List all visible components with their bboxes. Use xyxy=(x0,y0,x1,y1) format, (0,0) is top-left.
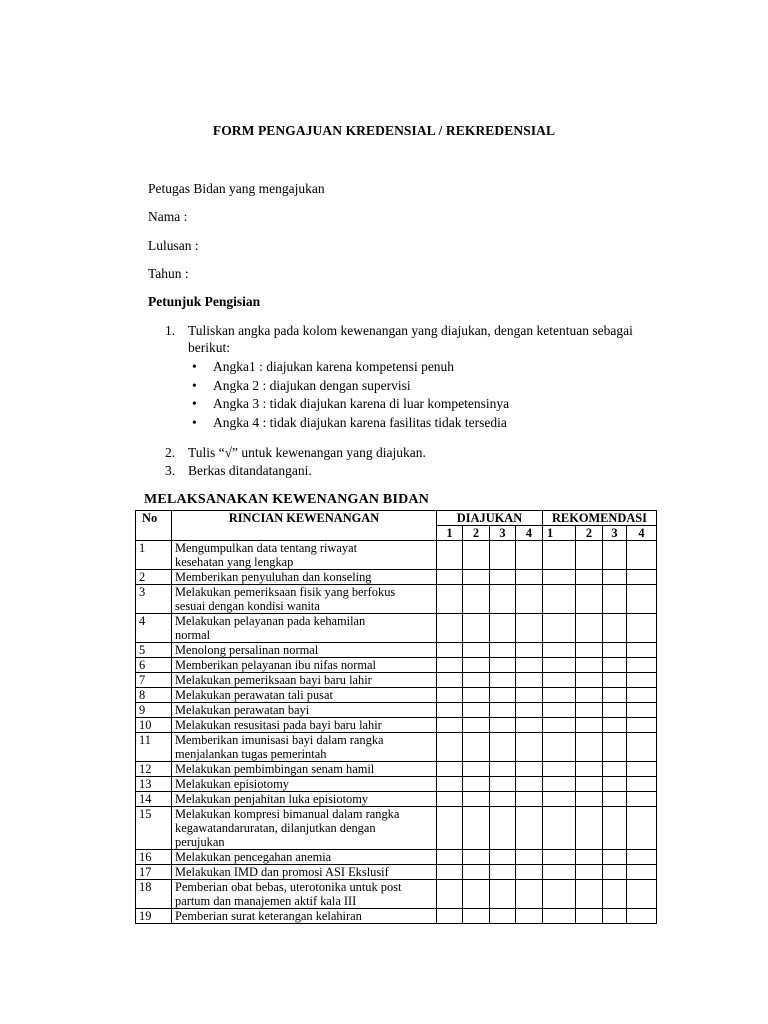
diajukan-cell[interactable] xyxy=(463,762,490,777)
diajukan-cell[interactable] xyxy=(463,673,490,688)
diajukan-cell[interactable] xyxy=(516,865,543,880)
rekomendasi-cell[interactable] xyxy=(543,733,576,762)
bullet-text: Angka 3 : tidak diajukan karena di luar kompetensinya xyxy=(213,396,510,411)
rekomendasi-cell[interactable] xyxy=(543,909,576,924)
rekomendasi-cell[interactable] xyxy=(627,865,657,880)
rincian-line: Mengumpulkan data tentang riwayat xyxy=(175,541,358,555)
rekomendasi-cell[interactable] xyxy=(576,850,603,865)
diajukan-cell[interactable] xyxy=(437,733,463,762)
rincian-line: Melakukan perawatan bayi xyxy=(175,703,310,717)
diajukan-cell[interactable] xyxy=(490,703,516,718)
rincian-line: Melakukan pemeriksaan bayi baru lahir xyxy=(175,673,372,687)
rincian-line: Memberikan pelayanan ibu nifas normal xyxy=(175,658,376,672)
rincian-line: sesuai dengan kondisi wanita xyxy=(175,599,320,613)
lulusan-field-label: Lulusan : xyxy=(148,238,199,253)
diajukan-cell[interactable] xyxy=(463,792,490,807)
diajukan-cell[interactable] xyxy=(463,585,490,614)
rekomendasi-col-3: 3 xyxy=(603,526,627,541)
diajukan-cell[interactable] xyxy=(437,909,463,924)
row-rincian xyxy=(172,880,437,909)
rekomendasi-cell[interactable] xyxy=(543,703,576,718)
diajukan-cell[interactable] xyxy=(490,762,516,777)
bullet-text: Angka 4 : tidak diajukan karena fasilitas tidak tersedia xyxy=(213,414,507,430)
row-number: 7 xyxy=(136,673,172,688)
tahun-field-label: Tahun : xyxy=(148,266,189,281)
rekomendasi-cell[interactable] xyxy=(543,880,576,909)
diajukan-cell[interactable] xyxy=(490,777,516,792)
petunjuk-heading: Petunjuk Pengisian xyxy=(148,294,261,309)
row-number: 2 xyxy=(136,570,172,585)
diajukan-cell[interactable] xyxy=(490,541,516,570)
row-rincian xyxy=(172,909,437,924)
rekomendasi-cell[interactable] xyxy=(603,643,627,658)
rekomendasi-cell[interactable] xyxy=(603,792,627,807)
rekomendasi-cell[interactable] xyxy=(576,718,603,733)
row-rincian xyxy=(172,718,437,733)
diajukan-cell[interactable] xyxy=(490,909,516,924)
diajukan-cell[interactable] xyxy=(490,807,516,850)
rincian-line: perujukan xyxy=(175,835,225,849)
diajukan-cell[interactable] xyxy=(516,733,543,762)
rekomendasi-cell[interactable] xyxy=(627,762,657,777)
bullet-item xyxy=(188,358,668,377)
rekomendasi-cell[interactable] xyxy=(603,762,627,777)
rekomendasi-cell[interactable] xyxy=(543,777,576,792)
diajukan-cell[interactable] xyxy=(463,658,490,673)
bullet-text: Angka1 : diajukan karena kompetensi penuh xyxy=(213,359,455,374)
rekomendasi-cell[interactable] xyxy=(603,807,627,850)
rekomendasi-cell[interactable] xyxy=(627,792,657,807)
header-no: No xyxy=(136,511,172,541)
instruction-item xyxy=(148,462,668,479)
row-number: 14 xyxy=(136,792,172,807)
rekomendasi-cell[interactable] xyxy=(627,614,657,643)
row-number: 3 xyxy=(136,585,172,614)
diajukan-cell[interactable] xyxy=(437,688,463,703)
diajukan-cell[interactable] xyxy=(490,880,516,909)
header-diajukan: DIAJUKAN xyxy=(437,511,543,526)
row-rincian xyxy=(172,807,437,850)
rincian-line: kegawatandaruratan, dilanjutkan dengan xyxy=(175,821,376,835)
rekomendasi-cell[interactable] xyxy=(627,909,657,924)
diajukan-cell[interactable] xyxy=(516,762,543,777)
rincian-line: Memberikan penyuluhan dan konseling xyxy=(175,570,372,584)
table-row xyxy=(136,865,657,880)
instruction-list xyxy=(148,322,668,479)
diajukan-cell[interactable] xyxy=(437,762,463,777)
diajukan-cell[interactable] xyxy=(437,792,463,807)
row-number: 5 xyxy=(136,643,172,658)
table-row xyxy=(136,658,657,673)
rekomendasi-cell[interactable] xyxy=(603,733,627,762)
header-rekomendasi: REKOMENDASI xyxy=(543,511,657,526)
page-title: FORM PENGAJUAN KREDENSIAL / REKREDENSIAL xyxy=(212,123,556,138)
diajukan-cell[interactable] xyxy=(437,777,463,792)
table-row xyxy=(136,762,657,777)
table-row xyxy=(136,541,657,570)
rekomendasi-cell[interactable] xyxy=(603,880,627,909)
rincian-line: Melakukan episiotomy xyxy=(175,777,289,791)
rincian-line: Melakukan pelayanan pada kehamilan xyxy=(175,614,366,628)
row-number: 19 xyxy=(136,909,172,924)
rekomendasi-cell[interactable] xyxy=(627,658,657,673)
rekomendasi-cell[interactable] xyxy=(543,718,576,733)
diajukan-cell[interactable] xyxy=(490,718,516,733)
rincian-line: Melakukan resusitasi pada bayi baru lahir xyxy=(175,718,382,732)
diajukan-cell[interactable] xyxy=(463,541,490,570)
rekomendasi-cell[interactable] xyxy=(627,688,657,703)
diajukan-col-1: 1 xyxy=(437,526,463,541)
rekomendasi-cell[interactable] xyxy=(543,865,576,880)
rekomendasi-cell[interactable] xyxy=(543,643,576,658)
kewenangan-table xyxy=(135,510,657,924)
rincian-line: partum dan manajemen aktif kala III xyxy=(175,894,357,908)
bullet-dot: • xyxy=(192,414,197,430)
rekomendasi-cell[interactable] xyxy=(603,541,627,570)
instruction-text: Tulis “√” untuk kewenangan yang diajukan. xyxy=(188,445,426,460)
rekomendasi-cell[interactable] xyxy=(603,570,627,585)
row-rincian xyxy=(172,850,437,865)
row-rincian xyxy=(172,541,437,570)
diajukan-col-3: 3 xyxy=(490,526,516,541)
table-row xyxy=(136,777,657,792)
rekomendasi-cell[interactable] xyxy=(576,643,603,658)
diajukan-cell[interactable] xyxy=(437,850,463,865)
row-rincian xyxy=(172,570,437,585)
rekomendasi-cell[interactable] xyxy=(627,733,657,762)
section-heading: MELAKSANAKAN KEWENANGAN BIDAN xyxy=(144,492,430,507)
table-row xyxy=(136,614,657,643)
bullet-dot: • xyxy=(192,377,197,393)
row-rincian xyxy=(172,643,437,658)
table-row xyxy=(136,733,657,762)
row-rincian xyxy=(172,777,437,792)
diajukan-cell[interactable] xyxy=(490,570,516,585)
instruction-number: 2. xyxy=(165,445,176,460)
rekomendasi-cell[interactable] xyxy=(627,880,657,909)
diajukan-cell[interactable] xyxy=(437,643,463,658)
rekomendasi-cell[interactable] xyxy=(603,718,627,733)
rekomendasi-cell[interactable] xyxy=(576,688,603,703)
rekomendasi-cell[interactable] xyxy=(543,762,576,777)
instruction-item xyxy=(148,322,668,432)
rekomendasi-cell[interactable] xyxy=(576,865,603,880)
rekomendasi-cell[interactable] xyxy=(543,688,576,703)
rekomendasi-cell[interactable] xyxy=(627,777,657,792)
diajukan-cell[interactable] xyxy=(463,718,490,733)
diajukan-cell[interactable] xyxy=(516,585,543,614)
diajukan-col-4: 4 xyxy=(516,526,543,541)
diajukan-cell[interactable] xyxy=(516,718,543,733)
row-rincian xyxy=(172,865,437,880)
diajukan-cell[interactable] xyxy=(490,733,516,762)
diajukan-cell[interactable] xyxy=(516,777,543,792)
rincian-line: Melakukan pembimbingan senam hamil xyxy=(175,762,375,776)
table-header-row xyxy=(136,511,657,526)
row-number: 17 xyxy=(136,865,172,880)
diajukan-cell[interactable] xyxy=(490,850,516,865)
rekomendasi-cell[interactable] xyxy=(603,850,627,865)
rekomendasi-cell[interactable] xyxy=(576,762,603,777)
row-number: 15 xyxy=(136,807,172,850)
instruction-item xyxy=(148,444,668,461)
bullet-dot: • xyxy=(192,359,197,374)
row-number: 13 xyxy=(136,777,172,792)
instruction-number: 3. xyxy=(165,463,176,478)
rekomendasi-cell[interactable] xyxy=(627,807,657,850)
diajukan-cell[interactable] xyxy=(516,614,543,643)
diajukan-cell[interactable] xyxy=(490,643,516,658)
row-rincian xyxy=(172,585,437,614)
rekomendasi-cell[interactable] xyxy=(603,703,627,718)
diajukan-cell[interactable] xyxy=(516,673,543,688)
rekomendasi-cell[interactable] xyxy=(627,673,657,688)
row-number: 16 xyxy=(136,850,172,865)
rekomendasi-cell[interactable] xyxy=(627,541,657,570)
row-rincian xyxy=(172,688,437,703)
bullet-list xyxy=(188,358,668,432)
row-rincian xyxy=(172,658,437,673)
diajukan-cell[interactable] xyxy=(463,865,490,880)
row-number: 9 xyxy=(136,703,172,718)
rincian-line: Menolong persalinan normal xyxy=(175,643,319,657)
diajukan-cell[interactable] xyxy=(437,807,463,850)
rekomendasi-cell[interactable] xyxy=(627,585,657,614)
table-row xyxy=(136,688,657,703)
diajukan-cell[interactable] xyxy=(490,585,516,614)
rincian-line: Melakukan perawatan tali pusat xyxy=(175,688,333,702)
rincian-line: Melakukan IMD dan promosi ASI Ekslusif xyxy=(175,865,389,879)
bullet-item xyxy=(188,414,668,433)
rekomendasi-col-4: 4 xyxy=(627,526,657,541)
rincian-line: Melakukan pencegahan anemia xyxy=(175,850,332,864)
table-row xyxy=(136,718,657,733)
rekomendasi-cell[interactable] xyxy=(543,541,576,570)
row-number: 18 xyxy=(136,880,172,909)
bullet-text: Angka 2 : diajukan dengan supervisi xyxy=(213,377,411,393)
diajukan-cell[interactable] xyxy=(516,909,543,924)
instruction-text: Tuliskan angka pada kolom kewenangan yang diajukan, dengan ketentuan sebagai berikut: xyxy=(188,323,633,355)
diajukan-cell[interactable] xyxy=(490,865,516,880)
diajukan-cell[interactable] xyxy=(490,688,516,703)
table-row xyxy=(136,673,657,688)
instruction-text: Berkas ditandatangani. xyxy=(188,463,312,478)
table-row xyxy=(136,585,657,614)
diajukan-cell[interactable] xyxy=(516,541,543,570)
diajukan-cell[interactable] xyxy=(437,673,463,688)
rekomendasi-cell[interactable] xyxy=(603,585,627,614)
row-number: 10 xyxy=(136,718,172,733)
rekomendasi-cell[interactable] xyxy=(543,673,576,688)
diajukan-cell[interactable] xyxy=(490,658,516,673)
diajukan-cell[interactable] xyxy=(463,614,490,643)
rekomendasi-cell[interactable] xyxy=(576,570,603,585)
diajukan-cell[interactable] xyxy=(516,850,543,865)
table-row xyxy=(136,703,657,718)
diajukan-cell[interactable] xyxy=(463,643,490,658)
row-number: 8 xyxy=(136,688,172,703)
bullet-dot: • xyxy=(192,396,197,411)
table-row xyxy=(136,643,657,658)
row-number: 6 xyxy=(136,658,172,673)
row-rincian xyxy=(172,792,437,807)
diajukan-cell[interactable] xyxy=(516,792,543,807)
rekomendasi-cell[interactable] xyxy=(603,614,627,643)
diajukan-cell[interactable] xyxy=(437,614,463,643)
row-rincian xyxy=(172,762,437,777)
diajukan-cell[interactable] xyxy=(463,733,490,762)
rekomendasi-cell[interactable] xyxy=(576,807,603,850)
rekomendasi-cell[interactable] xyxy=(603,777,627,792)
row-number: 1 xyxy=(136,541,172,570)
row-rincian xyxy=(172,673,437,688)
diajukan-cell[interactable] xyxy=(437,718,463,733)
rekomendasi-cell[interactable] xyxy=(576,733,603,762)
rekomendasi-cell[interactable] xyxy=(603,688,627,703)
rincian-line: Pemberian obat bebas, uterotonika untuk post xyxy=(175,880,402,894)
table-row xyxy=(136,850,657,865)
diajukan-cell[interactable] xyxy=(463,688,490,703)
diajukan-cell[interactable] xyxy=(516,807,543,850)
diajukan-cell[interactable] xyxy=(437,703,463,718)
rekomendasi-cell[interactable] xyxy=(627,703,657,718)
rincian-line: Memberikan imunisasi bayi dalam rangka xyxy=(175,733,384,747)
diajukan-cell[interactable] xyxy=(463,703,490,718)
diajukan-cell[interactable] xyxy=(463,880,490,909)
diajukan-col-2: 2 xyxy=(463,526,490,541)
diajukan-cell[interactable] xyxy=(463,777,490,792)
table-row xyxy=(136,792,657,807)
bullet-item xyxy=(188,395,668,414)
diajukan-cell[interactable] xyxy=(516,643,543,658)
diajukan-cell[interactable] xyxy=(437,541,463,570)
diajukan-cell[interactable] xyxy=(516,703,543,718)
rekomendasi-cell[interactable] xyxy=(576,777,603,792)
rekomendasi-cell[interactable] xyxy=(603,865,627,880)
rekomendasi-cell[interactable] xyxy=(576,541,603,570)
rekomendasi-cell[interactable] xyxy=(543,658,576,673)
rincian-line: Melakukan kompresi bimanual dalam rangka xyxy=(175,807,400,821)
rekomendasi-cell[interactable] xyxy=(627,643,657,658)
rekomendasi-cell[interactable] xyxy=(576,792,603,807)
diajukan-cell[interactable] xyxy=(437,585,463,614)
rekomendasi-cell[interactable] xyxy=(603,673,627,688)
rekomendasi-cell[interactable] xyxy=(543,570,576,585)
rincian-line: menjalankan tugas pemerintah xyxy=(175,747,327,761)
rincian-line: Pemberian surat keterangan kelahiran xyxy=(175,909,362,923)
diajukan-cell[interactable] xyxy=(516,658,543,673)
rincian-line: Melakukan pemeriksaan fisik yang berfokus xyxy=(175,585,396,599)
row-rincian xyxy=(172,703,437,718)
nama-field-label: Nama : xyxy=(148,209,188,224)
row-number: 4 xyxy=(136,614,172,643)
rekomendasi-cell[interactable] xyxy=(627,570,657,585)
row-number: 11 xyxy=(136,733,172,762)
diajukan-cell[interactable] xyxy=(516,880,543,909)
header-rincian: RINCIAN KEWENANGAN xyxy=(172,511,437,541)
rekomendasi-cell[interactable] xyxy=(543,850,576,865)
rincian-line: normal xyxy=(175,628,211,642)
rekomendasi-cell[interactable] xyxy=(576,909,603,924)
instruction-number: 1. xyxy=(165,323,176,338)
rekomendasi-col-2: 2 xyxy=(576,526,603,541)
rekomendasi-cell[interactable] xyxy=(627,718,657,733)
rekomendasi-cell[interactable] xyxy=(576,614,603,643)
row-rincian xyxy=(172,733,437,762)
rekomendasi-cell[interactable] xyxy=(543,614,576,643)
rekomendasi-cell[interactable] xyxy=(576,880,603,909)
row-number: 12 xyxy=(136,762,172,777)
diajukan-cell[interactable] xyxy=(463,850,490,865)
diajukan-cell[interactable] xyxy=(463,570,490,585)
diajukan-cell[interactable] xyxy=(516,570,543,585)
rekomendasi-cell[interactable] xyxy=(627,850,657,865)
rekomendasi-cell[interactable] xyxy=(576,703,603,718)
table-row xyxy=(136,880,657,909)
bullet-item xyxy=(188,377,668,396)
diajukan-cell[interactable] xyxy=(490,792,516,807)
rincian-line: Melakukan penjahitan luka episiotomy xyxy=(175,792,369,806)
table-body xyxy=(136,541,657,924)
table-row xyxy=(136,909,657,924)
table-row xyxy=(136,807,657,850)
applicant-heading: Petugas Bidan yang mengajukan xyxy=(148,181,325,196)
diajukan-cell[interactable] xyxy=(463,909,490,924)
diajukan-cell[interactable] xyxy=(437,658,463,673)
rincian-line: kesehatan yang lengkap xyxy=(175,555,294,569)
rekomendasi-cell[interactable] xyxy=(543,807,576,850)
rekomendasi-cell[interactable] xyxy=(576,585,603,614)
row-rincian xyxy=(172,614,437,643)
diajukan-cell[interactable] xyxy=(437,865,463,880)
diajukan-cell[interactable] xyxy=(437,880,463,909)
diajukan-cell[interactable] xyxy=(490,614,516,643)
rekomendasi-cell[interactable] xyxy=(576,673,603,688)
rekomendasi-cell[interactable] xyxy=(603,909,627,924)
rekomendasi-cell[interactable] xyxy=(543,792,576,807)
rekomendasi-cell[interactable] xyxy=(603,658,627,673)
diajukan-cell[interactable] xyxy=(437,570,463,585)
diajukan-cell[interactable] xyxy=(463,807,490,850)
rekomendasi-col-1: 1 xyxy=(543,526,576,541)
diajukan-cell[interactable] xyxy=(516,688,543,703)
rekomendasi-cell[interactable] xyxy=(543,585,576,614)
diajukan-cell[interactable] xyxy=(490,673,516,688)
rekomendasi-cell[interactable] xyxy=(576,658,603,673)
table-row xyxy=(136,570,657,585)
